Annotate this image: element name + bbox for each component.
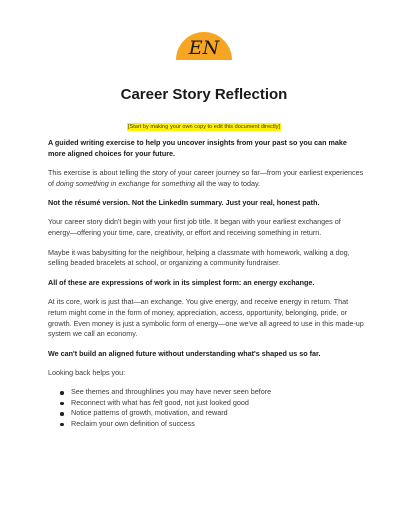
list-item: Reclaim your own definition of success	[60, 419, 364, 430]
aligned-future-heading: We can't build an aligned future without understanding what's shaped us so far.	[48, 348, 321, 358]
logo-initials: EN	[188, 37, 220, 59]
list-item: Notice patterns of growth, motivation, and reward	[60, 408, 364, 419]
intro-paragraph	[48, 168, 364, 190]
document-title: Career Story Reflection	[120, 86, 288, 103]
intro-bold: A guided writing exercise to help you uncover insights from your past so you can make more aligned choices for your future.	[48, 138, 347, 158]
list-item: See themes and throughlines you may have never seen before	[60, 387, 364, 398]
b2-after: good, not just looked good	[162, 397, 249, 407]
en-logo	[174, 28, 234, 60]
intro-before: This exercise is about telling the story of your career journey so far—from your earliest experiences of	[48, 168, 364, 188]
copy-note-highlight: [Start by making your own copy to edit this document directly]	[127, 124, 281, 130]
at-core-paragraph: At its core, work is just that—an exchange. You give energy, and receive energy in return. That return might come in the form of money, appreciation, access, opportunity, belonging, pride, or growth. Even money is just a symbolic form of energy—one we've all agreed to use in this made-up system we call an economy.	[48, 296, 364, 339]
b2-before: Reconnect with what has	[71, 397, 153, 407]
b2-italic: felt	[152, 397, 163, 407]
list-item	[60, 398, 364, 409]
not-resume-heading: Not the résumé version. Not the LinkedIn summary. Just your real, honest path.	[48, 198, 320, 208]
intro-after: all the way to today.	[195, 178, 261, 188]
copy-note-wrap	[0, 115, 408, 133]
maybe-paragraph: Maybe it was babysitting for the neighbour, helping a classmate with homework, walking a dog, selling beaded bracelets at school, or organizing a community fundraiser.	[48, 247, 350, 268]
looking-back-text: Looking back helps you:	[48, 367, 126, 377]
energy-exchange-heading: All of these are expressions of work in its simplest form: an energy exchange.	[48, 277, 315, 287]
bullet-list	[48, 387, 364, 429]
intro-italic: doing something in exchange for something	[56, 178, 196, 188]
document-body	[48, 138, 364, 429]
career-story-paragraph: Your career story didn't begin with your first job title. It began with your earliest exchanges of energy—offering your time, care, creativity, or effort and receiving something in return.	[48, 217, 341, 238]
